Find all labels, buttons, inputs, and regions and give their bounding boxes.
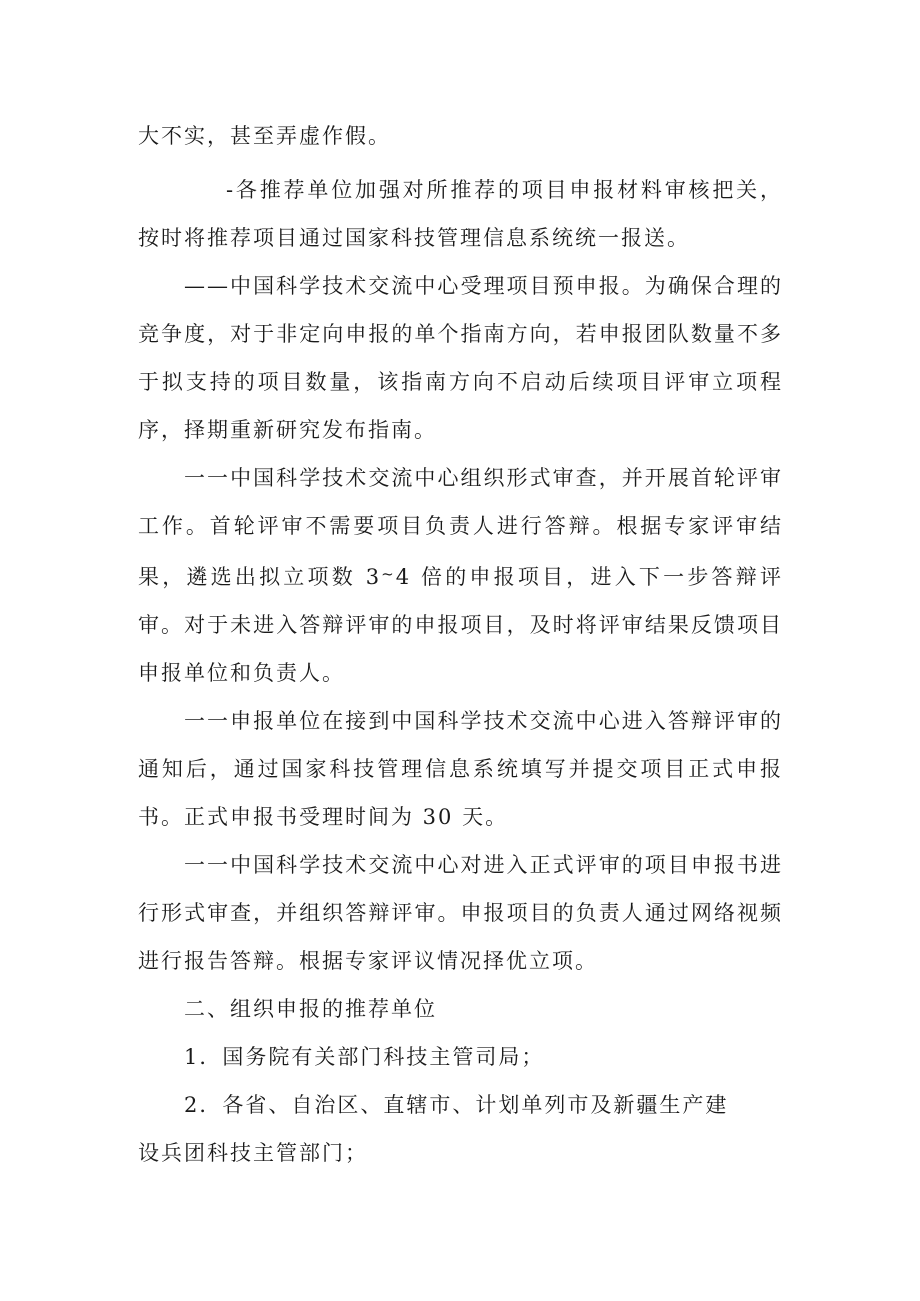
paragraph-pre-application: ——中国科学技术交流中心受理项目预申报。为确保合理的竞争度，对于非定向申报的单个指南方向，若申报团队数量不多于拟支持的项目数量，该指南方向不启动后续项目评审立项程序，择期重新研究发布指南。 xyxy=(138,274,783,442)
paragraph-first-round-review-part-a: 一一中国科学技术交流中心组织形式审查，并开展首轮评审工作。首轮评审不需要项目负责人进行答辩。根据专家评审结果，遴选出拟立项数 3 xyxy=(138,466,783,589)
list-item-state-council: 1．国务院有关部门科技主管司局； xyxy=(184,1045,545,1069)
section-heading-recommending-units: 二、组织申报的推荐单位 xyxy=(184,997,437,1021)
paragraph-recommending-units: -各推荐单位加强对所推荐的项目申报材料审核把关，按时将推荐项目通过国家科技管理信息系统统一报送。 xyxy=(138,178,783,250)
list-item-provinces: 2．各省、自治区、直辖市、计划单列市及新疆生产建 xyxy=(184,1093,729,1117)
paragraph-first-round-review-part-b: 4 倍的申报项目，进入下一步答辩评审。对于未进入答辩评审的申报项目，及时将评审结果反馈项目申报单位和负责人。 xyxy=(138,565,783,685)
paragraph-first-round-review xyxy=(138,454,783,697)
list-item-provinces-continued: 设兵团科技主管部门； xyxy=(138,1141,368,1165)
range-tilde: ~ xyxy=(381,565,396,583)
paragraph-continuation: 大不实，甚至弄虚作假。 xyxy=(138,124,391,148)
paragraph-defense-review: 一一中国科学技术交流中心对进入正式评审的项目申报书进行形式审查，并组织答辩评审。申报项目的负责人通过网络视频进行报告答辩。根据专家评议情况择优立项。 xyxy=(138,853,783,973)
document-body xyxy=(138,112,783,1177)
paragraph-formal-application: 一一申报单位在接到中国科学技术交流中心进入答辩评审的通知后，通过国家科技管理信息系统填写并提交项目正式申报书。正式申报书受理时间为 30 天。 xyxy=(138,709,783,829)
